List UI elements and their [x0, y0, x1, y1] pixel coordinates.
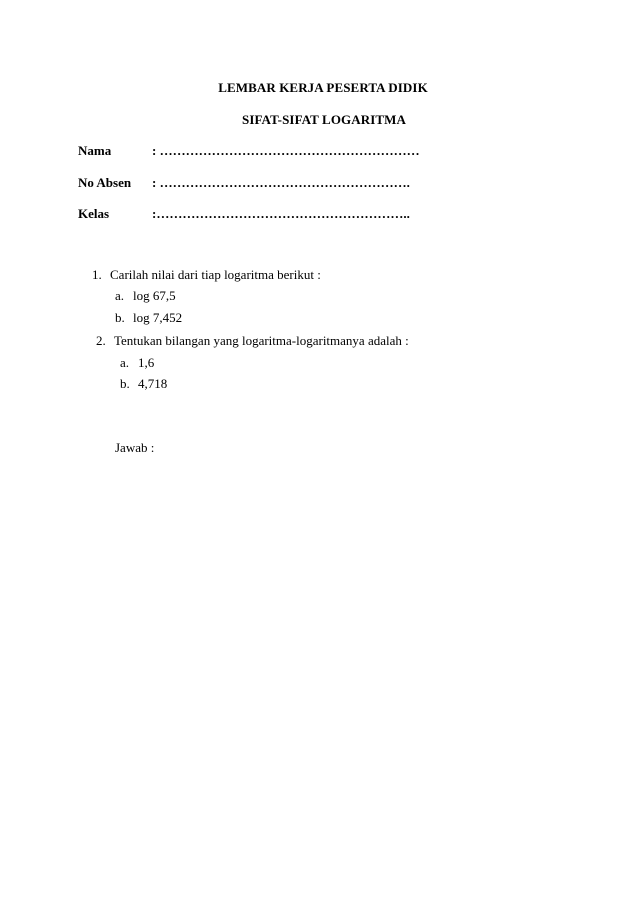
question-1-item-a-text: log 67,5	[133, 288, 176, 303]
document-subtitle: SIFAT-SIFAT LOGARITMA	[241, 112, 407, 127]
question-1-item-a-letter: a.	[115, 288, 125, 303]
field-nama-label: Nama	[78, 143, 112, 158]
question-2-text: Tentukan bilangan yang logaritma-logaritmanya adalah :	[114, 333, 409, 348]
question-2-item-a-text: 1,6	[138, 355, 155, 370]
question-2-item-b-letter: b.	[120, 376, 130, 391]
answer-label: Jawab :	[115, 440, 155, 455]
field-nama-blank: : ……………………………………………………	[152, 143, 420, 158]
question-2-number: 2.	[96, 333, 106, 348]
question-1-item-b-letter: b.	[115, 310, 125, 325]
question-2-item-b-text: 4,718	[138, 376, 168, 391]
question-2-item-a-letter: a.	[120, 355, 130, 370]
field-no-absen-label: No Absen	[78, 175, 132, 190]
field-kelas-blank: :…………………………………………………..	[152, 206, 410, 221]
question-1-text: Carilah nilai dari tiap logaritma berikut :	[110, 267, 321, 282]
question-1-number: 1.	[92, 267, 102, 282]
field-no-absen-blank: : ………………………………………………….	[152, 175, 410, 190]
document-title: LEMBAR KERJA PESERTA DIDIK	[218, 80, 428, 95]
question-1-item-b-text: log 7,452	[133, 310, 183, 325]
field-kelas-label: Kelas	[78, 206, 110, 221]
